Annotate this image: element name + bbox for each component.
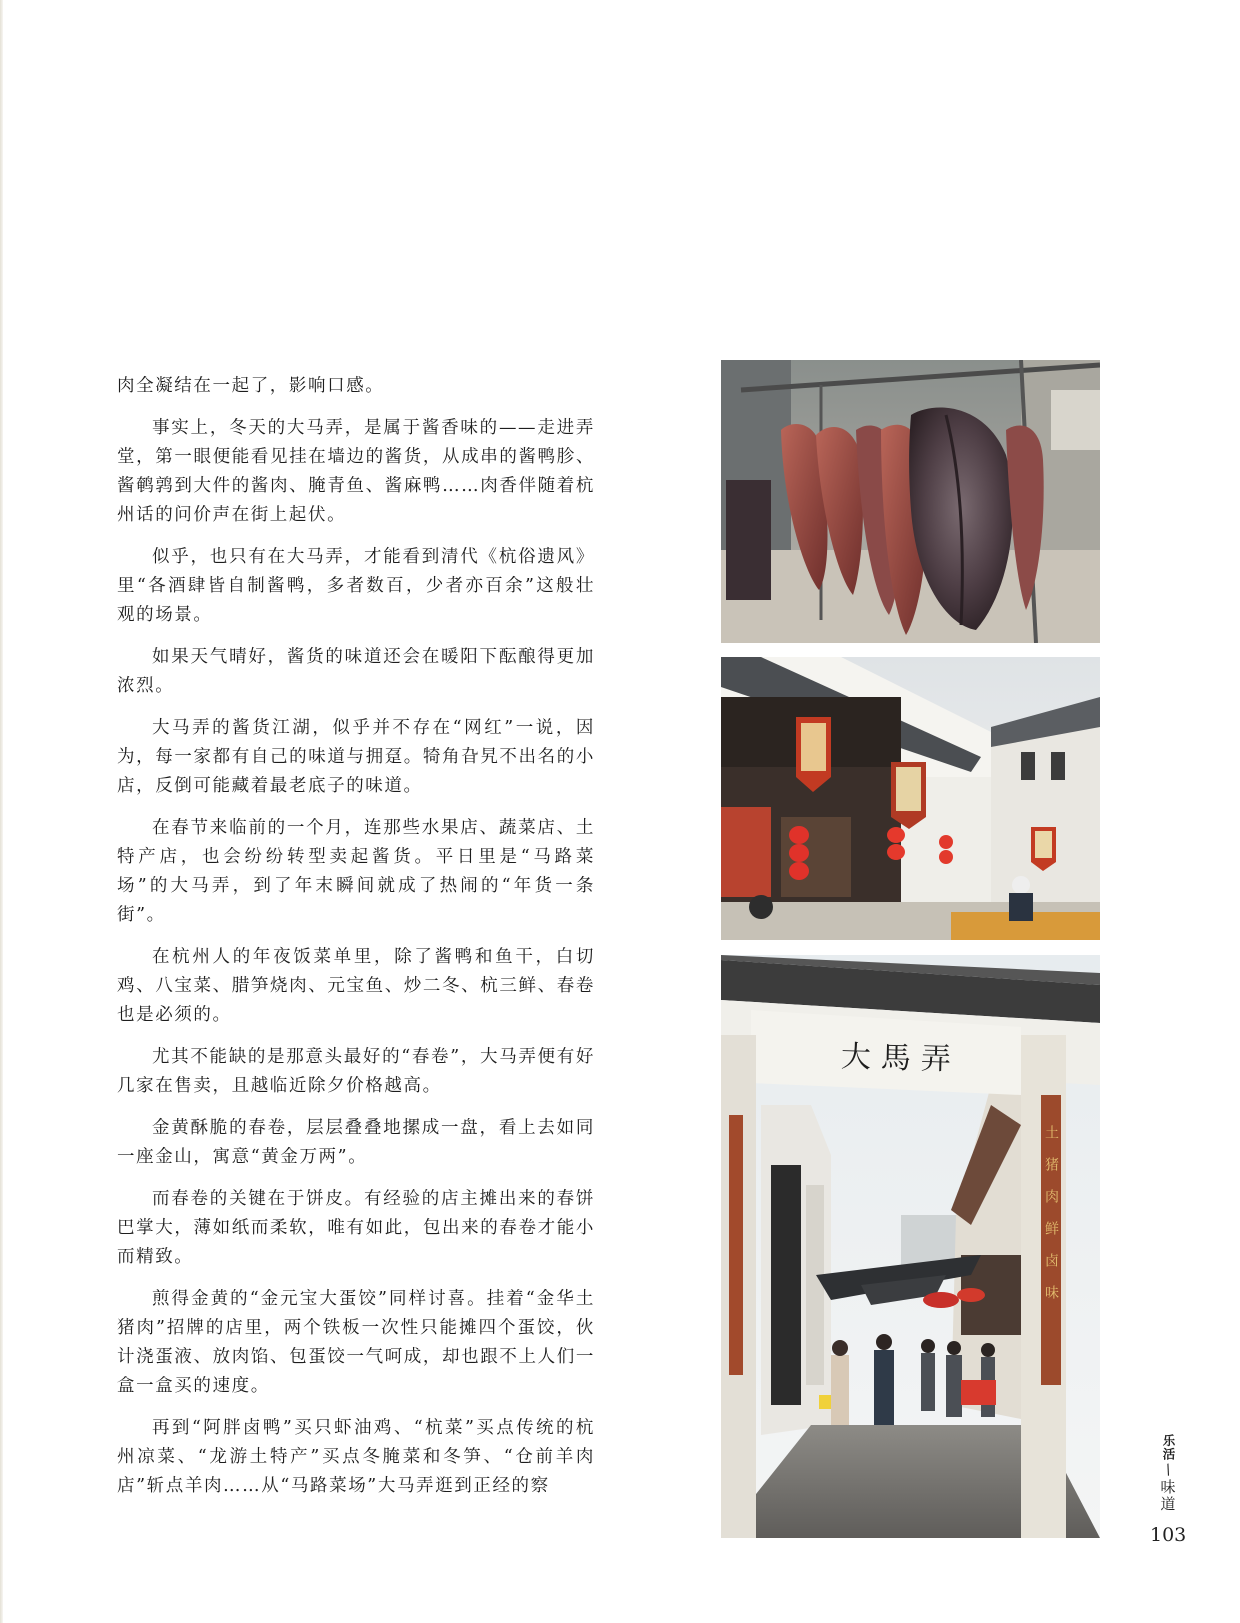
paragraph: 肉全凝结在一起了，影响口感。 <box>117 376 385 396</box>
article-body <box>117 372 595 1514</box>
photo-damanong-gate <box>721 955 1100 1538</box>
paragraph: 而春卷的关键在于饼皮。有经验的店主摊出来的春饼巴掌大，薄如纸而柔软，唯有如此，包出来的春卷才能小而精致。 <box>117 1189 595 1267</box>
paragraph: 大马弄的酱货江湖，似乎并不存在“网红”一说，因为，每一家都有自己的味道与拥趸。犄角旮旯不出名的小店，反倒可能藏着最老底子的味道。 <box>117 718 595 796</box>
paragraph: 尤其不能缺的是那意头最好的“春卷”，大马弄便有好几家在售卖，且越临近除夕价格越高。 <box>117 1047 595 1096</box>
gate-sign-text: 大馬弄 <box>840 1039 962 1078</box>
paragraph: 在杭州人的年夜饭菜单里，除了酱鸭和鱼干，白切鸡、八宝菜、腊笋烧肉、元宝鱼、炒二冬、杭三鲜、春卷也是必须的。 <box>117 947 595 1025</box>
paragraph: 在春节来临前的一个月，连那些水果店、蔬菜店、土特产店，也会纷纷转型卖起酱货。平日里是“马路菜场”的大马弄，到了年末瞬间就成了热闹的“年货一条街”。 <box>117 818 595 925</box>
photo-street-shopfronts <box>721 657 1100 940</box>
section-tag-separator: / <box>1163 1461 1173 1479</box>
paragraph: 似乎，也只有在大马弄，才能看到清代《杭俗遗风》里“各酒肆皆自制酱鸭，多者数百，少者亦百余”这般壮观的场景。 <box>117 547 595 625</box>
paragraph: 再到“阿胖卤鸭”买只虾油鸡、“杭菜”买点传统的杭州凉菜、“龙游土特产”买点冬腌菜和冬笋、“仓前羊肉店”斩点羊肉……从“马路菜场”大马弄逛到正经的察 <box>117 1418 595 1496</box>
photo-hanging-cured-fish <box>721 360 1100 643</box>
paragraph: 如果天气晴好，酱货的味道还会在暖阳下酝酿得更加浓烈。 <box>117 647 595 696</box>
paragraph: 金黄酥脆的春卷，层层叠叠地摞成一盘，看上去如同一座金山，寓意“黄金万两”。 <box>117 1118 595 1167</box>
page-number: 103 <box>1150 1524 1187 1546</box>
paragraph: 煎得金黄的“金元宝大蛋饺”同样讨喜。挂着“金华土猪肉”招牌的店里，两个铁板一次性只能摊四个蛋饺，伙计浇蛋液、放肉馅、包蛋饺一气呵成，却也跟不上人们一盒一盒买的速度。 <box>117 1289 595 1396</box>
page-edge <box>0 0 3 1623</box>
section-tag <box>1158 1434 1178 1513</box>
section-tag-main: 乐活 <box>1161 1434 1176 1461</box>
gate-couplet-text: 土猪肉鲜卤味 <box>1043 1125 1059 1317</box>
paragraph: 事实上，冬天的大马弄，是属于酱香味的——走进弄堂，第一眼便能看见挂在墙边的酱货，从成串的酱鸭胗、酱鹌鹑到大件的酱肉、腌青鱼、酱麻鸭……肉香伴随着杭州话的问价声在街上起伏。 <box>117 418 595 525</box>
section-tag-sub: 味道 <box>1158 1479 1177 1513</box>
